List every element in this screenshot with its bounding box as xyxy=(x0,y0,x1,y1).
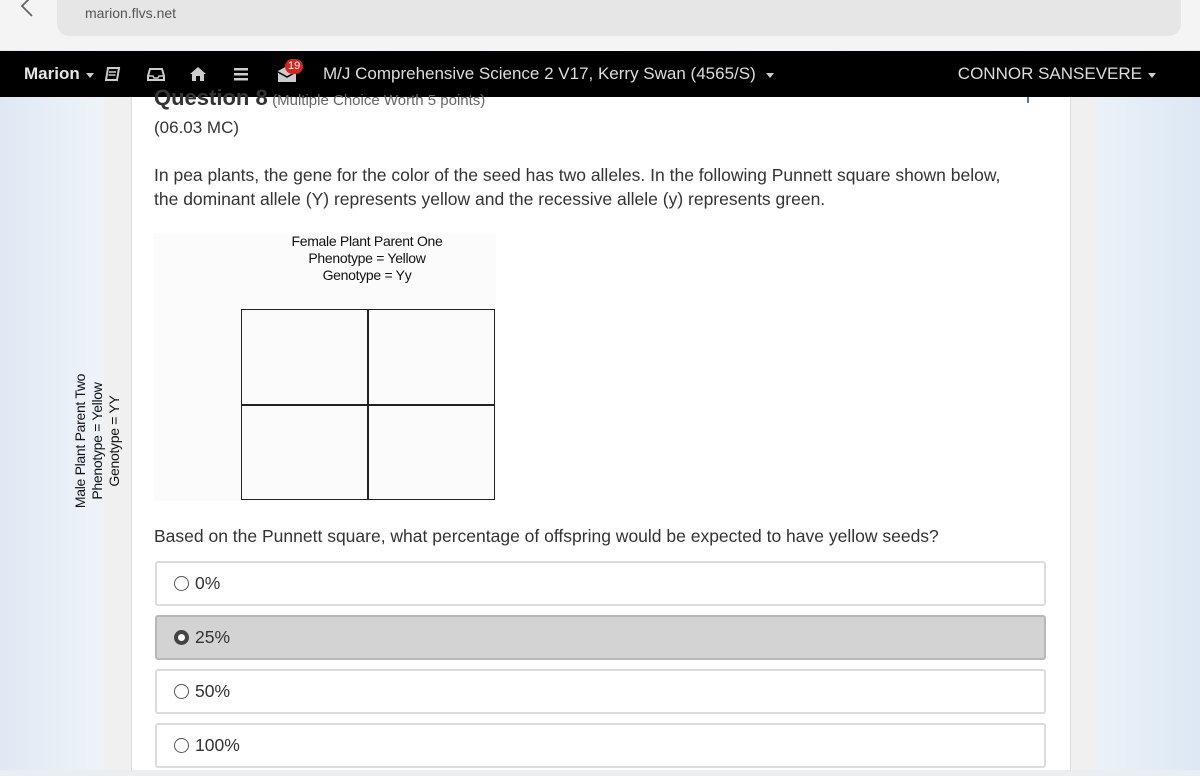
answer-option-selected[interactable] xyxy=(155,615,1046,660)
male-parent-label xyxy=(72,291,123,591)
course-title: M/J Comprehensive Science 2 V17, Kerry Swan (4565/S) xyxy=(323,64,756,83)
address-bar[interactable] xyxy=(57,0,1181,36)
radio-button-checked[interactable] xyxy=(174,630,189,645)
male-parent-phenotype: Phenotype = Yellow xyxy=(89,382,105,500)
female-parent-label xyxy=(242,233,492,284)
back-arrow-icon[interactable] xyxy=(14,0,42,20)
brand-label: Marion xyxy=(24,64,80,83)
book-button[interactable] xyxy=(104,51,122,97)
answer-option[interactable] xyxy=(155,723,1046,768)
question-prompt: Based on the Punnett square, what percentage of offspring would be expected to have yellow seeds? xyxy=(154,526,939,546)
user-menu[interactable] xyxy=(958,51,1156,97)
female-parent-genotype: Genotype = Yy xyxy=(322,267,412,283)
brand-menu[interactable] xyxy=(24,51,94,97)
radio-button[interactable] xyxy=(174,738,189,753)
notification-badge: 19 xyxy=(285,59,303,74)
female-parent-title: Female Plant Parent One xyxy=(291,233,443,249)
chevron-down-icon xyxy=(1148,73,1156,78)
answer-label: 100% xyxy=(195,735,240,755)
question-header xyxy=(154,85,754,110)
punnett-grid xyxy=(241,309,495,500)
male-parent-title: Male Plant Parent Two xyxy=(72,373,88,509)
book-icon xyxy=(104,65,122,83)
answer-label: 50% xyxy=(195,681,231,701)
menu-icon xyxy=(233,66,249,82)
grid-divider-horizontal xyxy=(242,404,494,406)
flag-marker xyxy=(1027,97,1029,103)
radio-button[interactable] xyxy=(174,684,189,699)
male-parent-genotype: Genotype = YY xyxy=(106,395,122,487)
question-points: (Multiple Choice Worth 5 points) xyxy=(272,92,486,109)
bottom-edge xyxy=(0,770,1200,776)
home-icon xyxy=(189,65,207,83)
question-number: Question 8 xyxy=(154,85,268,110)
browser-bar xyxy=(0,0,1200,50)
user-name: CONNOR SANSEVERE xyxy=(957,64,1142,83)
answer-label: 0% xyxy=(195,573,221,593)
chevron-down-icon xyxy=(766,73,774,78)
female-parent-phenotype: Phenotype = Yellow xyxy=(308,250,426,266)
answer-label: 25% xyxy=(195,627,231,647)
punnett-square-figure xyxy=(72,233,496,509)
answer-option[interactable] xyxy=(155,669,1046,714)
inbox-icon xyxy=(147,65,165,83)
radio-button[interactable] xyxy=(174,576,189,591)
question-code: (06.03 MC) xyxy=(154,118,240,137)
answer-option[interactable] xyxy=(155,561,1046,606)
question-text: In pea plants, the gene for the color of the seed has two alleles. In the following Punnett square shown below, the dominant allele (Y) represents yellow and the recessive allele (y) represents green. xyxy=(154,165,1001,209)
url-text: marion.flvs.net xyxy=(85,5,177,21)
chevron-down-icon xyxy=(86,73,94,78)
